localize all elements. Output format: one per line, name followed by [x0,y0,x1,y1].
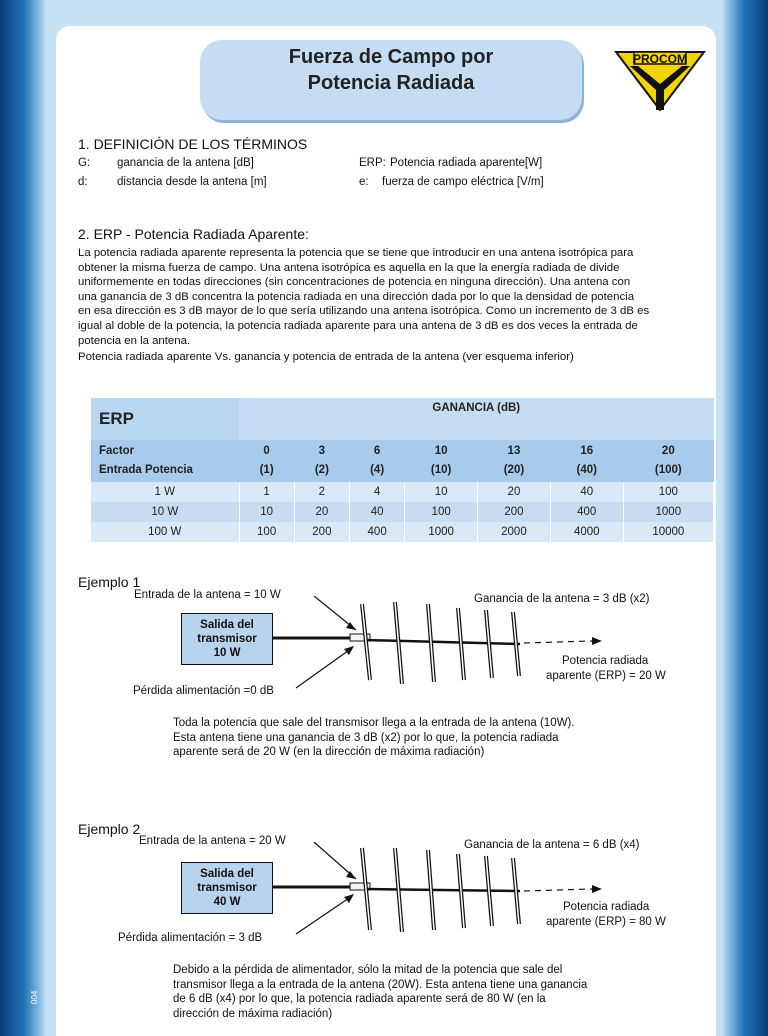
table-corner-label: ERP [91,398,239,440]
example1-title: Ejemplo 1 [78,574,141,590]
transmitter-label-line: transmisor [197,882,257,894]
term-e-symbol: e: [359,176,369,188]
gain-db: 16 [580,445,594,457]
gain-factor: (40) [576,464,597,476]
section2-paragraph [78,246,728,348]
input-power-cell: 10 W [91,502,239,522]
description-line: Toda la potencia que sale del transmisor llega a la entrada de la antena (10W). [173,717,575,729]
factor-label: Factor [99,445,135,457]
gain-cell [294,440,349,482]
example2-loss-label: Pérdida alimentación = 3 dB [118,932,263,944]
term-erp-symbol: ERP: [359,157,386,169]
paragraph-line: igual al doble de la potencia, la potencia radiada aparente para una antena de 3 dB es dos veces la entrada de [78,319,638,332]
gain-db: 13 [507,445,521,457]
description-line: Esta antena tiene una ganancia de 3 dB (x2) por lo que, la potencia radiada [173,731,559,744]
erp-value-cell: 100 [623,482,713,502]
logo-text: PROCOM [633,52,687,66]
gain-cell [550,440,623,482]
transmitter-power: 40 W [213,896,241,908]
term-d-symbol: d: [78,176,88,188]
title-line-1: Fuerza de Campo por [288,46,494,68]
example2-input-label: Entrada de la antena = 20 W [139,835,286,847]
paragraph-line: en esa dirección es 3 dB mayor de lo que sería utilizando una antena isotrópica. Como un incremento de 3 dB es [78,305,650,318]
title-line-2: Potencia Radiada [307,72,475,94]
example1-gain-label: Ganancia de la antena = 3 dB (x2) [474,593,650,605]
transmitter-label-line: transmisor [197,633,257,645]
gain-db: 3 [318,445,326,457]
table-row [91,502,714,522]
description-line: Debido a la pérdida de alimentador, sólo la mitad de la potencia que sale del [173,964,563,976]
input-power-cell: 1 W [91,482,239,502]
erp-value-cell: 200 [478,502,551,522]
transmitter-power: 10 W [213,647,241,659]
erp-value-cell: 20 [478,482,551,502]
erp-table [91,398,714,542]
transmitter-label-line: Salida del [200,868,254,880]
erp-value-cell: 400 [550,502,623,522]
gain-cell [478,440,551,482]
erp-value-cell: 100 [405,502,478,522]
erp-value-cell: 2 [294,482,349,502]
erp-value-cell: 200 [294,522,349,542]
gain-factor: (1) [259,464,274,476]
erp-value-cell: 40 [350,502,405,522]
erp-value-cell: 2000 [478,522,551,542]
example1-erp-line1: Potencia radiada [562,655,649,667]
gain-factor: (100) [654,464,682,476]
paragraph-line: potencia en la antena. [78,334,191,347]
example2-description [173,963,587,1021]
term-g-desc: ganancia de la antena [dB] [117,157,254,169]
input-power-label: Entrada Potencia [99,464,193,476]
gain-cell [623,440,713,482]
erp-value-cell: 4000 [550,522,623,542]
erp-value-cell: 20 [294,502,349,522]
gain-factor: (20) [503,464,525,476]
gain-cell [405,440,478,482]
input-power-cell: 100 W [91,522,239,542]
example1-description [173,716,574,760]
term-d-desc: distancia desde la antena [m] [117,176,267,188]
table-row [91,522,714,542]
example1-loss-label: Pérdida alimentación =0 dB [133,685,274,697]
factor-label-cell [91,440,239,482]
erp-value-cell: 10 [405,482,478,502]
gain-header: GANANCIA (dB) [239,398,714,440]
title-box [200,40,582,120]
section2-note: Potencia radiada aparente Vs. ganancia y potencia de entrada de la antena (ver esquema inferior) [78,351,574,363]
example2-erp-line2: aparente (ERP) = 80 W [546,916,666,928]
erp-value-cell: 4 [350,482,405,502]
transmitter-label-line: Salida del [200,619,254,631]
gain-factor: (2) [314,464,329,476]
erp-value-cell: 100 [239,522,294,542]
table-header-row [91,398,714,440]
gain-db: 10 [434,445,448,457]
example2-erp-line1: Potencia radiada [563,901,650,913]
example2-title: Ejemplo 2 [78,821,141,837]
table-row [91,482,714,502]
erp-value-cell: 1000 [405,522,478,542]
description-line: aparente será de 20 W (en la dirección de máxima radiación) [173,746,485,758]
erp-value-cell: 1 [239,482,294,502]
paragraph-line: uniformemente en todas direcciones (sin concentraciones de potencia en ninguna dirección). Una antena con [78,276,631,289]
section2-heading: 2. ERP - Potencia Radiada Aparente: [78,226,309,242]
erp-value-cell: 10 [239,502,294,522]
paragraph-line: obtener la misma fuerza de campo. Una antena isotrópica es aquella en la que la energía radiada de divide [78,261,620,274]
gain-db: 0 [263,445,270,457]
section1-heading: 1. DEFINICIÓN DE LOS TÉRMINOS [78,136,308,152]
erp-value-cell: 40 [550,482,623,502]
paragraph-line: una ganancia de 3 dB concentra la potencia radiada en una dirección dada por lo que la densidad de potencia [78,290,635,303]
table-gain-row [91,440,714,482]
gain-factor: (10) [430,464,452,476]
example1-input-label: Entrada de la antena = 10 W [134,589,281,601]
example1-erp-line2: aparente (ERP) = 20 W [546,670,666,682]
description-line: de 6 dB (x4) por lo que, la potencia radiada aparente será de 80 W (en la [173,993,546,1005]
description-line: dirección de máxima radiación) [173,1007,333,1020]
term-erp-desc: Potencia radiada aparente[W] [390,157,543,169]
gain-db: 6 [373,445,381,457]
erp-value-cell: 400 [350,522,405,542]
gain-cell [350,440,405,482]
side-code: 004 [30,990,39,1004]
gain-cell [239,440,294,482]
gain-db: 20 [661,445,675,457]
gain-factor: (4) [370,464,385,476]
example1-transmitter-box [181,613,273,665]
description-line: transmisor llega a la entrada de la antena (20W). Esta antena tiene una ganancia [173,978,588,991]
term-e-desc: fuerza de campo eléctrica [V/m] [382,176,544,188]
example2-gain-label: Ganancia de la antena = 6 dB (x4) [464,839,640,851]
paragraph-line: La potencia radiada aparente representa la potencia que se tiene que introducir en una antena isotrópica para [78,247,634,259]
example2-transmitter-box [181,862,273,914]
erp-value-cell: 1000 [623,502,713,522]
erp-value-cell: 10000 [623,522,713,542]
term-g-symbol: G: [78,157,91,169]
